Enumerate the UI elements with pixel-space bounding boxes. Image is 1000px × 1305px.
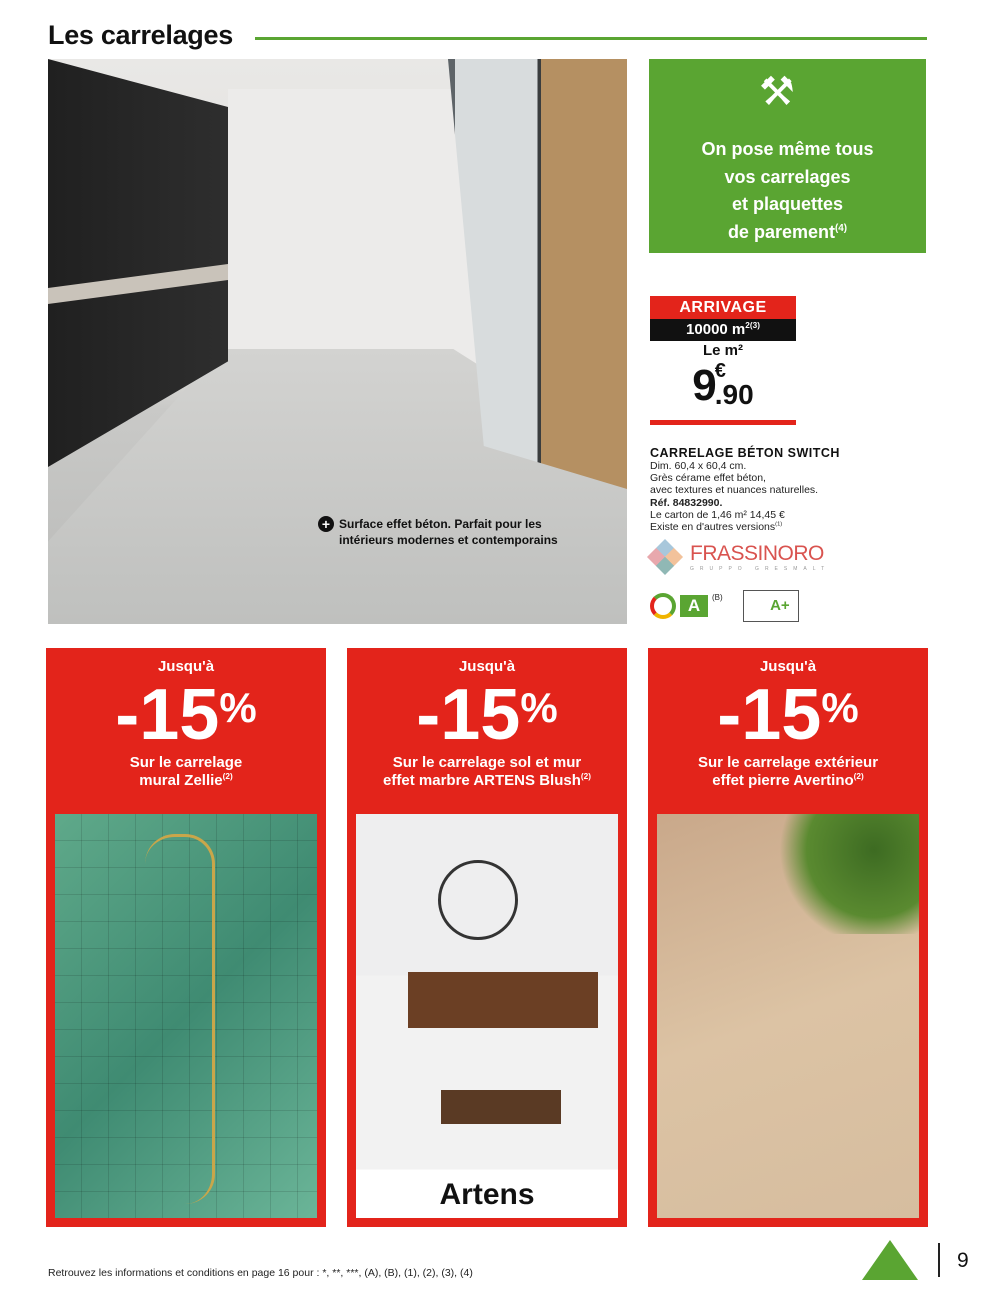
installation-service-box: ⚒ On pose même tous vos carrelages et plaquettes de parement$^{(4)}$	[649, 59, 926, 253]
grade-note: (B)	[712, 593, 723, 602]
artens-logo: Artens	[356, 1172, 618, 1218]
hero-caption: + Surface effet béton. Parfait pour les intérieurs modernes et contemporains	[318, 516, 558, 548]
leroy-merlin-logo	[862, 1240, 918, 1280]
promo-card-zellie[interactable]: Jusqu'à -15% Sur le carrelage mural Zellie$^{(2)}$	[46, 648, 326, 1227]
product-name: CARRELAGE BÉTON SWITCH	[650, 446, 840, 460]
product-ref: Réf. 84832990.	[650, 496, 723, 509]
product-details: CARRELAGE BÉTON SWITCH Dim. 60,4 x 60,4 cm. Grès cérame effet béton, avec textures et nuances naturelles. Réf. 84832990. Le carton de 1,46 m² 14,45 € Existe en d'autres versions$^{(1)}$	[650, 446, 840, 534]
diamond-logo-icon	[647, 539, 683, 575]
promo-card-avertino[interactable]: Jusqu'à -15% Sur le carrelage extérieur effet pierre Avertino$^{(2)}$	[648, 648, 928, 1227]
shower-photo	[55, 814, 317, 1218]
price-unit: Le m²	[702, 342, 743, 359]
terrace-photo	[657, 814, 919, 1218]
emission-label: A+	[743, 590, 799, 622]
footer-note: Retrouvez les informations et conditions en page 16 pour : *, **, ***, (A), (B), (1), (2), (3), (4)	[48, 1267, 473, 1279]
page-number: 9	[957, 1249, 969, 1272]
promo-card-artens[interactable]: Jusqu'à -15% Sur le carrelage sol et mur effet marbre ARTENS Blush$^{(2)}$ Artens	[347, 648, 627, 1227]
score-circle-icon	[650, 593, 676, 619]
bathroom-photo	[356, 814, 618, 1218]
plus-icon: +	[318, 516, 334, 532]
quantity-badge: 10000 $m^{2(3)}$	[650, 319, 796, 341]
price: 9 € .90	[692, 360, 754, 410]
footer-separator	[938, 1243, 940, 1277]
hammer-hand-icon: ⚒	[759, 70, 795, 114]
price-divider	[650, 420, 796, 425]
brand-logo: FRASSINORO GRUPPO GRESMALT	[648, 540, 830, 574]
page-title: Les carrelages	[48, 20, 233, 50]
title-divider	[255, 37, 927, 40]
arrival-badge: ARRIVAGE	[650, 296, 796, 319]
eco-labels: A (B) A+	[650, 590, 799, 622]
